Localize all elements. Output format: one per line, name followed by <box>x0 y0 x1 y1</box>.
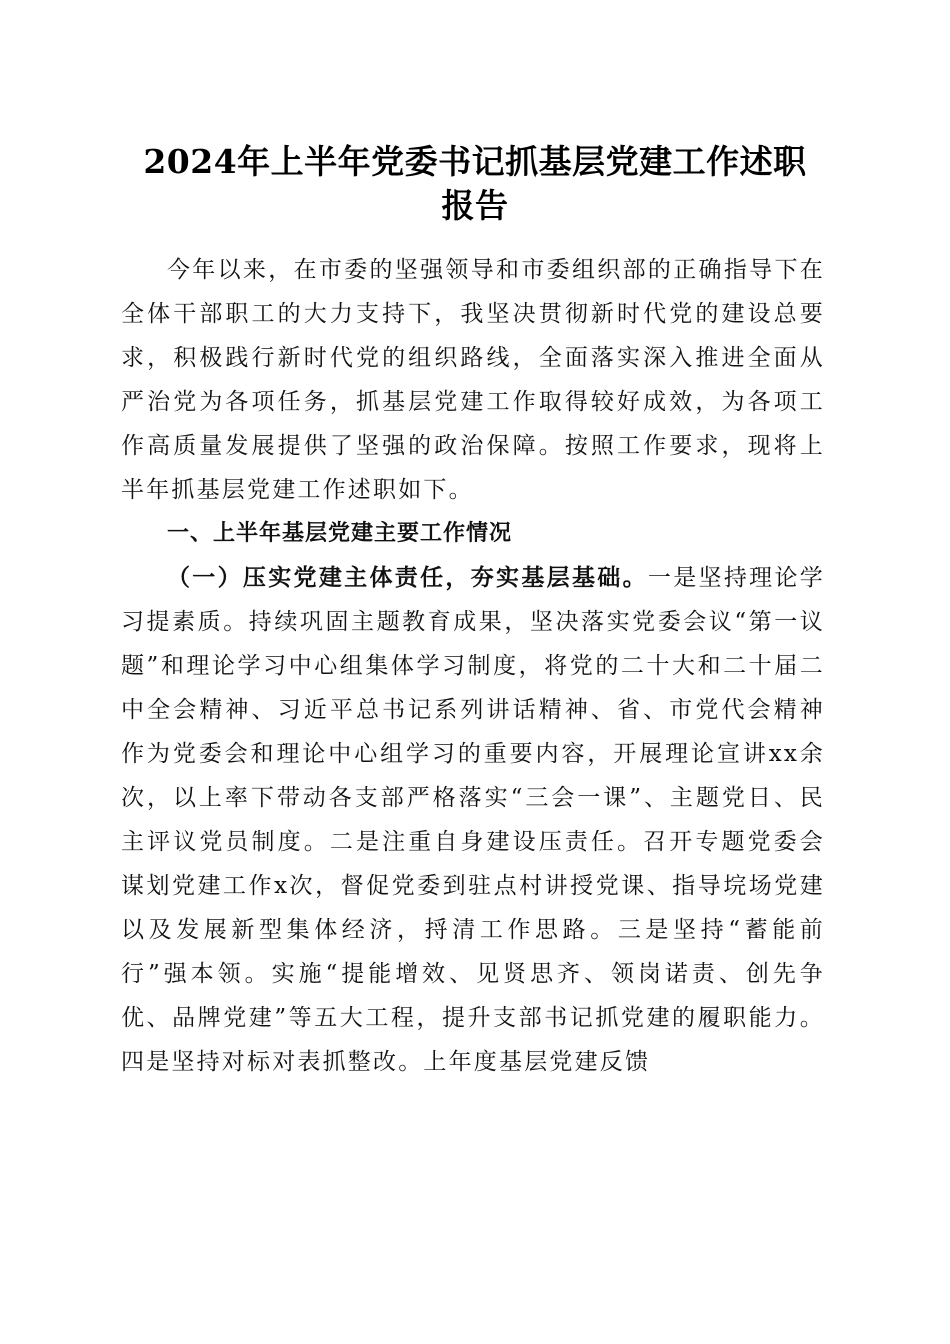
document-title <box>118 140 832 228</box>
section-heading-1: 一、上半年基层党建主要工作情况 <box>167 521 513 546</box>
document-body <box>121 248 825 1084</box>
subsection-heading-1: （一）压实党建主体责任，夯实基层基础。 <box>167 564 648 591</box>
title-line-1: 2024年上半年党委书记抓基层党建工作述职 <box>143 142 807 181</box>
subsection-text-1: 一是坚持理论学习提素质。持续巩固主题教育成果，坚决落实党委会议“第一议题”和理论学习中心组集体学习制度，将党的二十大和二十届二中全会精神、习近平总书记系列讲话精神、省、市党代会精神作为党委会和理论中心组学习的重要内容，开展理论宣讲xx余次，以上率下带动各支部严格落实“三会一课”、主题党日、民主评议党员制度。二是注重自身建设压责任。召开专题党委会谋划党建工作x次，督促党委到驻点村讲授党课、指导垸场党建以及发展新型集体经济，捋清工作思路。三是坚持“蓄能前行”强本领。实施“提能增效、见贤思齐、领岗诺责、创先争优、品牌党建”等五大工程，提升支部书记抓党建的履职能力。四是坚持对标对表抓整改。上年度基层党建反馈 <box>121 565 825 1075</box>
subsection-paragraph-1 <box>121 556 825 1084</box>
title-line-2: 报告 <box>441 186 509 225</box>
intro-paragraph: 今年以来，在市委的坚强领导和市委组织部的正确指导下在全体干部职工的大力支持下，我坚决贯彻新时代党的建设总要求，积极践行新时代党的组织路线，全面落实深入推进全面从严治党为各项任务，抓基层党建工作取得较好成效，为各项工作高质量发展提供了坚强的政治保障。按照工作要求，现将上半年抓基层党建工作述职如下。 <box>121 257 825 503</box>
